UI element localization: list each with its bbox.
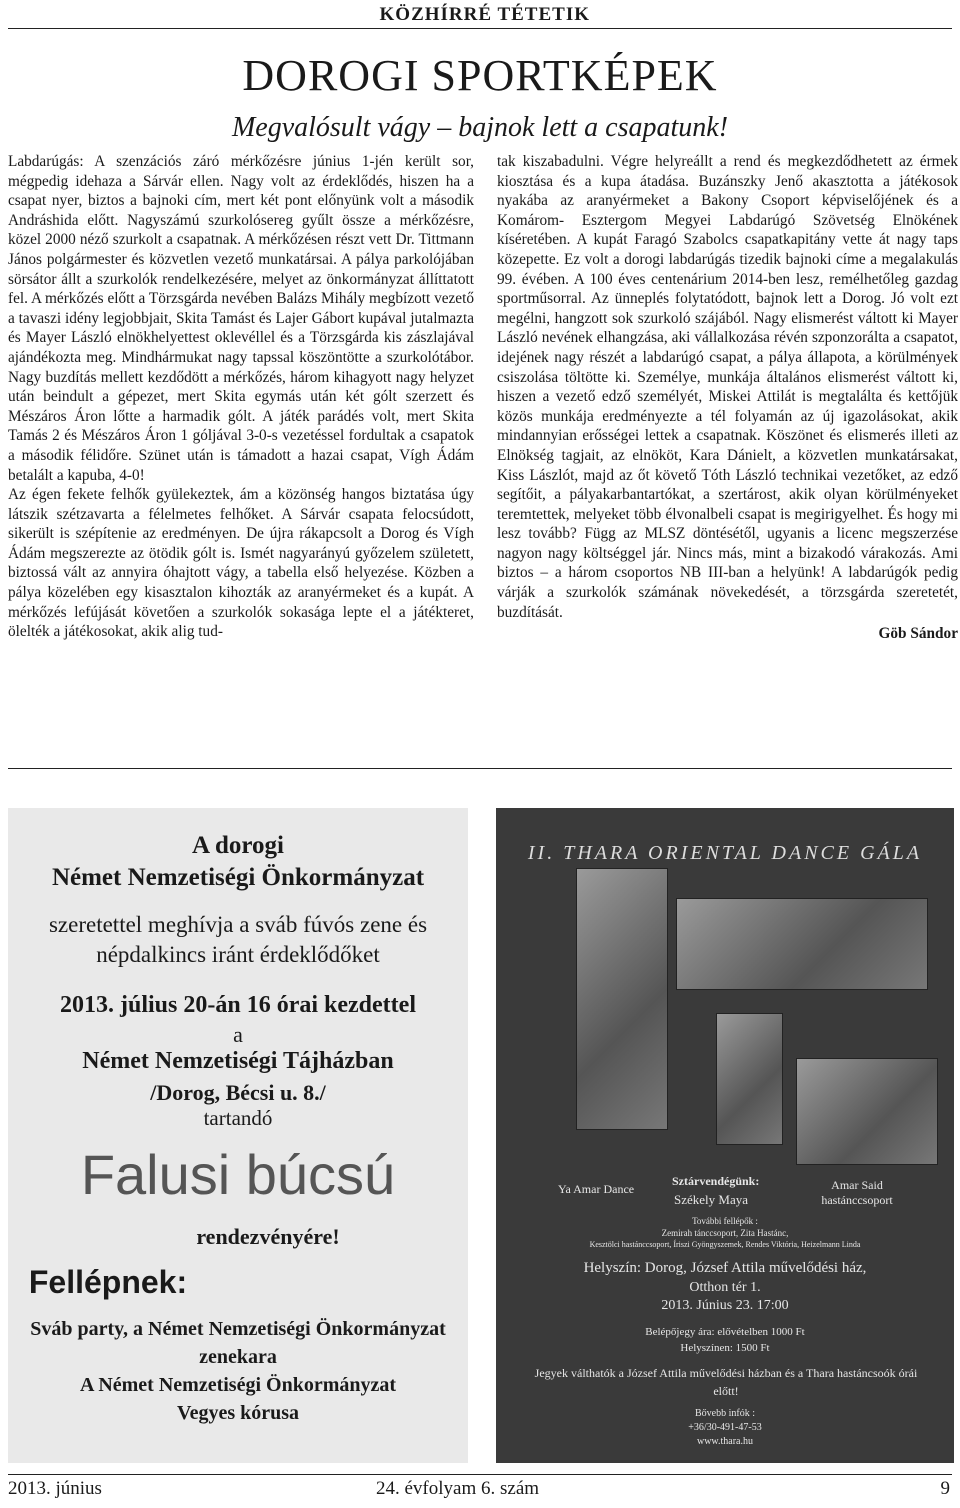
info-label: Bővebb infók :: [695, 1408, 755, 1419]
event-date: 2013. Június 23. 17:00: [661, 1298, 789, 1313]
more-label: További fellépők :: [692, 1216, 758, 1226]
poster-line: Német Nemzetiségi Önkormányzat: [51, 864, 425, 891]
header-rule: [8, 28, 952, 29]
article-rule: [8, 768, 952, 769]
venue: Helyszín: Dorog, József Attila művelődési ház,: [583, 1260, 867, 1276]
website: www.thara.hu: [696, 1436, 753, 1447]
footer-date: 2013. június: [8, 1478, 102, 1499]
poster-line: Sváb party, a Német Nemzetiségi Önkormányzat: [30, 1318, 446, 1340]
article-column-left: [8, 152, 474, 642]
ticket-price: Belépőjegy ára: elővételben 1000 Ft: [645, 1326, 805, 1338]
page-number: 9: [940, 1478, 950, 1499]
poster-line: tartandó: [203, 1106, 273, 1130]
article-paragraph: tak kiszabadulni. Végre helyreállt a rend és megkezdődhetett az érmek kiosztása és a kupa átadása. Buzánszky Jenő akasztotta a játékosok nyakába az aranyérmeket a Bakony Csoport képviselőjének és a Komárom- Esztergom Megyei Labdarúgó Szövetség Elnökének kíséretében. A kupát Faragó Szabolcs csapatkapitány vette át nagy taps közepette. Ez volt a dorogi labdarúgás tizedik bajnoki címe a megalakulás 99. évében. A 100 éves centenárium 2014-ben lesz, remélhetőleg gazdag sportműsorral. Az ünneplés folytatódott, bajnok lett a Dorog. Jó volt ezt megélni, hangzott sok szurkoló szájából. Nagy elismerést váltott ki Mayer László nevének elhangzása, aki vállalkozása révén szponzorálta a csapatot, idejének nagy részét a labdarúgó csapat, a pálya állapota, a körülmények csiszolása töltötte ki. Személye, munkája általános elismerést váltott ki, hiszen a vezető edző személyét, Miskei Attilát is megtalálta és kettőjük közös munkája eredményezte a tél folyamán az új igazolásokat, akik mindannyian erősségei lettek a csapatnak. Köszönet és elismerés illeti az Elnökség tagjait, az elnököt, Kara Dánielt, a közvetlen munkatársakat, Kiss Lászlót, majd az őt követő Tóth László technikai vezetőket, az edző segítőit, a pályakarbantartókat, a szertárost, akik olyan körülményeket teremtettek, melyeket több élvonalbeli csapat is megirigyelhet. És hogy mi lesz tovább? Függ az MLSZ döntésétől, ugyanis a licenc megszerzése nagyon nagy költséggel jár. Nincs más, mint a bizakodó várakozás. Ami biztos – a három csoportos NB III-ban a helyünk! A labdarúgók pedig várják a szurkolók számának növekedését, a törzsgárda szeretetét, buzdítását.: [497, 153, 958, 621]
guest-group: Amar Said hastánccsoport: [821, 1178, 893, 1207]
article-author: Göb Sándor: [878, 625, 958, 643]
more-performers: Kesztölci hastánccsoport, Íriszi Gyöngyszemek, Rendes Viktória, Heizelmann Linda: [589, 1240, 861, 1249]
article-paragraph: Labdarúgás: A szenzációs záró mérkőzésre június 1-jén került sor, mégpedig idehaza a Sárvár ellen. Nagy volt az érdeklődés, hiszen ha a csapat nyer, biztos a bajnoki cím, mert két pont előnyünk volt a második Andráshida előtt. Nagyszámú szurkolósereg gyűlt össze a mérkőzésre, közel 2000 néző szurkolt a csapatnak. A mérkőzésen részt vett Dr. Tittmann János polgármester és közvetlen vezető munkatársai. A pálya parkolójában sörsátor állt a szurkolók rendelkezésére, melyet az önkormányzat állíttatott fel. A mérkőzés előtt a Törzsgárda nevében Balázs Mihály megbízott vezető a tavaszi idény legjobbjait, Skita Tamást és Lajer Gábort kupával jutalmazta és Mayer László elnökhelyettest oklevéllel és a Törzsgárda kis zászlajával ajándékozta meg. Mindhármukat nagy tapssal köszöntötte a szurkolótábor. Nagy buzdítás mellett kezdődött a mérkőzés, három kihagyott nagy helyzet után beindult a gépezet, mert Skita egymás után két gólt szerzett és Mészáros Áron lőtte a harmadik gólt. A játék parádés volt, mert Skita Tamás 2 és Mészáros Áron 1 góljával 3-0-s vezetéssel fordultak a csapatok a második félidőre. Szünet után is támadott a hazai csapat, Vígh Ádám betalált a kapuba, 4-0!: [8, 153, 474, 484]
stage-photo: [676, 898, 928, 990]
poster-line: zenekara: [199, 1346, 277, 1368]
poster-line: Német Nemzetiségi Tájházban: [82, 1048, 394, 1074]
poster-line: a: [233, 1022, 243, 1047]
poster-line: A dorogi: [192, 832, 284, 859]
gala-title: II. THARA ORIENTAL DANCE GÁLA: [527, 842, 923, 864]
section-label: KÖZHÍRRÉ TÉTETIK: [379, 4, 590, 25]
guest-star-label: Sztárvendégünk:: [672, 1174, 760, 1188]
group-photo: [796, 1058, 938, 1165]
poster-line: /Dorog, Bécsi u. 8./: [150, 1080, 326, 1105]
poster-line: szeretettel meghívja a sváb fúvós zene és: [48, 912, 428, 937]
footer-issue: 24. évfolyam 6. szám: [376, 1478, 540, 1499]
article-subtitle: Megvalósult vágy – bajnok lett a csapatunk!: [231, 112, 729, 143]
address: Otthon tér 1.: [689, 1280, 761, 1295]
phone: +36/30-491-47-53: [688, 1422, 762, 1433]
poster-line: Vegyes kórusa: [176, 1402, 300, 1424]
dancer-photo: [576, 868, 668, 1130]
tickets-info: Jegyek válthatók a József Attila művelődési házban és a Thara hastáncsoók órái előtt!: [534, 1366, 918, 1398]
poster-line: népdalkincs iránt érdeklődőket: [96, 942, 380, 967]
poster-line: Fellépnek:: [28, 1264, 188, 1300]
more-performers: Zemirah tánccsoport, Zita Hastánc,: [661, 1228, 789, 1238]
poster-line: 2013. július 20-án 16 órai kezdettel: [60, 992, 416, 1018]
article-column-right: [497, 152, 958, 644]
ticket-price: Helyszínen: 1500 Ft: [680, 1342, 770, 1354]
footer-rule: [8, 1474, 952, 1475]
article-title: DOROGI SPORTKÉPEK: [242, 51, 718, 100]
poster-line: A Német Nemzetiségi Önkormányzat: [79, 1374, 397, 1396]
poster-line: Falusi búcsú: [80, 1143, 396, 1206]
dancer-photo: [716, 1013, 783, 1145]
guest-group: Ya Amar Dance: [558, 1182, 635, 1196]
article-paragraph: Az égen fekete felhők gyülekeztek, ám a közönség hangos biztatása úgy látszik szétzavarta a félelmetes felhőket. A Sárvár csapata felocsúdott, sikerült is szépítenie az eredményen. De újra rákapcsolt a Dorog és Vígh Ádám megszerezte az ötödik gólt is. Ismét nagyarányú győzelem született, biztossá vált az annyira óhajtott vágy, a tabella első helyezése. Közben a pálya közelében egy kisasztalon kihozták az aranyérmeket és a kupát. A mérkőzés lefújását követően a szurkolók sokasága lepte el a játékteret, ölelték a játékosokat, akik alig tud-: [8, 486, 474, 641]
poster-dance-gala: [496, 808, 954, 1463]
guest-star: Székely Maya: [674, 1192, 749, 1207]
poster-line: rendezvényére!: [196, 1224, 340, 1249]
poster-falusi-bucsu: [8, 808, 468, 1463]
